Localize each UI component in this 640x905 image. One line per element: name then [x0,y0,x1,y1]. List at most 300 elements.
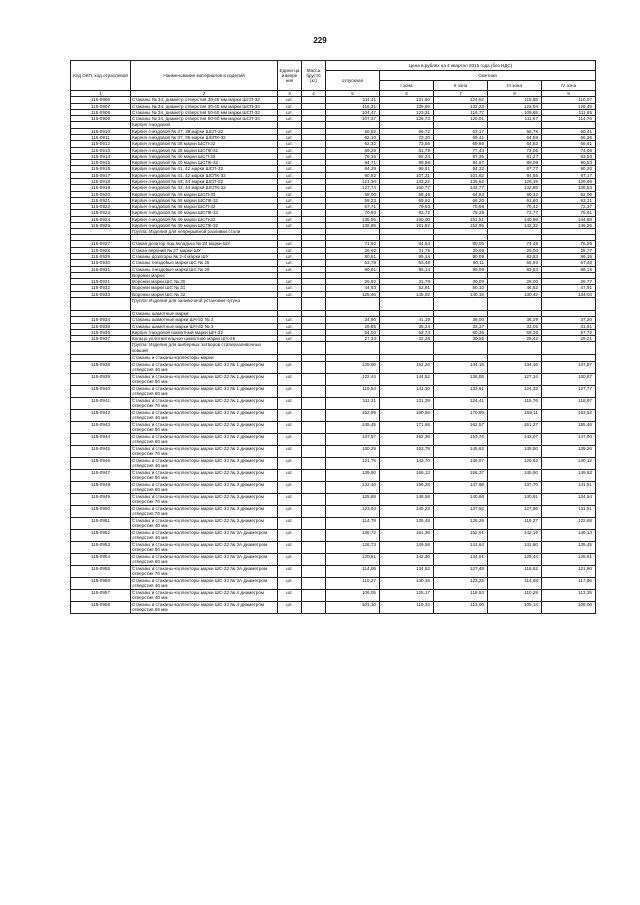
item-price: 105,14 [488,601,542,613]
item-price: 111,65 [542,109,596,115]
item-price: 162,57 [434,421,488,433]
table-row [71,433,596,445]
item-price: 137,57 [326,433,380,445]
header-zone-4: IV зона [542,81,596,91]
item-price: 142,19 [488,529,542,541]
item-price: 68,46 [380,191,434,197]
item-unit: шт. [278,153,302,159]
item-price: 124,41 [434,397,488,409]
group-empty-cell [434,298,488,311]
item-price: 160,00 [380,216,434,222]
item-unit: шт. [278,601,302,613]
item-price: 117,86 [542,577,596,589]
item-price: 101,10 [326,601,380,613]
group-empty-cell [326,298,380,311]
item-price: 123,04 [488,103,542,109]
item-name: Кирпич гнездовой № 45 марки ШСП-32 [131,191,278,197]
item-unit: шт. [278,397,302,409]
item-unit: шт. [278,385,302,397]
item-price: 75,68 [434,204,488,210]
item-unit: шт. [278,147,302,153]
item-price: 126,19 [488,178,542,184]
item-unit: шт. [278,109,302,115]
item-price: 79,93 [380,204,434,210]
item-price: 119,37 [488,517,542,529]
group-empty-cell [380,342,434,355]
item-price: 37,30 [542,317,596,323]
item-price: 56,52 [326,128,380,134]
table-row [71,577,596,589]
item-price: 132,40 [326,481,380,493]
item-price: 59,23 [326,197,380,203]
item-price: 78,15 [326,153,380,159]
item-price: 125,88 [326,493,380,505]
item-price: 34,90 [326,317,380,323]
item-price: 155,46 [542,421,596,433]
item-price: 111,41 [326,97,380,103]
item-name: Воронки марки ШС № 32 [131,291,278,297]
item-price: 139,90 [326,469,380,481]
table-row [71,361,596,373]
item-price: 94,67 [434,160,488,166]
item-code: 115-0941 [71,397,131,409]
item-code: 115-0913 [71,147,131,153]
item-price: 114,78 [326,517,380,529]
item-code: 115-0955 [71,565,131,577]
item-unit: шт. [278,529,302,541]
item-price: 73,77 [488,210,542,216]
item-price: 161,38 [380,529,434,541]
item-price: 129,00 [326,361,380,373]
item-mass [302,529,326,541]
item-name: Стаканы гнездовые марки ШС № 25 [131,260,278,266]
item-price: 141,10 [380,385,434,397]
group-code-cell [71,342,131,355]
item-price: 131,80 [488,541,542,553]
item-price: 30,55 [434,336,488,342]
item-price: 66,20 [434,197,488,203]
item-mass [302,397,326,409]
item-price: 123,25 [434,577,488,589]
item-price: 31,78 [380,279,434,285]
table-row [71,493,596,505]
header-zone-1: I зона [380,81,434,91]
group-empty-cell [434,342,488,355]
item-name: Стаканы гнездовые марки ШС № 29 [131,266,278,272]
item-name: Кирпич гнездовой № 37, 39 марки ШСП-32 [131,128,278,134]
item-unit: шт. [278,373,302,385]
header-code: Код ОКП, ход отраслевой [71,61,131,91]
item-price: 145,62 [434,445,488,457]
group-code-cell [71,298,131,311]
group-empty-cell [488,298,542,311]
group-empty-cell [488,342,542,355]
item-code: 115-0916 [71,166,131,172]
group-label: Группа: Изделия для заливочной установки чугуна [131,298,278,311]
group-label: Группа: Изделия для непрерывной разливки стали [131,229,278,235]
item-price: 113,00 [434,601,488,613]
item-unit: шт. [278,178,302,184]
item-price: 128,29 [434,517,488,529]
item-price: 87,35 [434,153,488,159]
item-price: 132,23 [434,103,488,109]
item-price: 80,61 [326,266,380,272]
item-name: Стаканы и стаканы-коллекторы марки ШС-32 № 1 диаметром отверстия 70 мм [131,397,278,409]
item-name: Стаканы № 34, диаметр отверстия 50-60 мм марки ШСП-34 [131,116,278,122]
item-unit: шт. [278,517,302,529]
item-code: 115-0949 [71,493,131,505]
item-code: 115-0950 [71,505,131,517]
item-mass [302,553,326,565]
item-price: 83,53 [542,153,596,159]
item-mass [302,565,326,577]
item-unit: шт. [278,254,302,260]
item-name: Стаканы шамотные марки ШЧ-32 № 2 [131,317,278,323]
item-unit: шт. [278,285,302,291]
item-unit: шт. [278,160,302,166]
item-price: 145,23 [380,505,434,517]
item-code: 115-0945 [71,445,131,457]
item-price: 130,15 [380,577,434,589]
item-code: 115-0940 [71,385,131,397]
item-price: 131,39 [380,397,434,409]
item-price: 39,00 [434,317,488,323]
item-mass [302,589,326,601]
page-number: 229 [313,36,327,45]
item-price: 52,91 [380,285,434,291]
item-price: 46,62 [488,285,542,291]
header-zone-3: III зона [488,81,542,91]
item-code: 115-0938 [71,361,131,373]
item-code: 115-0948 [71,481,131,493]
item-mass [302,421,326,433]
item-code: 115-0935 [71,323,131,329]
item-price: 27,33 [326,336,380,342]
table-row [71,541,596,553]
item-price: 142,32 [488,222,542,228]
item-price: 135,50 [488,445,542,457]
item-code: 115-0908 [71,109,131,115]
item-price: 61,60 [488,197,542,203]
item-price: 130,29 [326,445,380,457]
item-unit: шт. [278,565,302,577]
item-unit: шт. [278,433,302,445]
group-label: Стаканы шамотные марки: [131,311,278,317]
item-unit: шт. [278,329,302,335]
item-code: 115-0933 [71,291,131,297]
item-price: 60,32 [488,191,542,197]
item-price: 145,45 [326,421,380,433]
item-code: 115-0909 [71,116,131,122]
item-price: 66,36 [542,134,596,140]
item-price: 90,09 [434,254,488,260]
item-name: Стаканы и стаканы-коллекторы марки ШС-32 № 3 диаметром отверстия 40 мм [131,457,278,469]
item-price: 62,32 [326,141,380,147]
item-price: 140,98 [488,216,542,222]
item-price: 142,36 [380,553,434,565]
item-price: 130,42 [488,291,542,297]
item-name: Стаканы и стаканы-коллекторы марки ШС-32 № 4 диаметром отверстия 40 мм [131,589,278,601]
group-label: Воронки марки: [131,272,278,278]
item-price: 57,48 [542,260,596,266]
item-price: 180,58 [380,409,434,421]
table-row [71,517,596,529]
item-price: 126,73 [326,541,380,553]
item-unit: шт. [278,204,302,210]
item-name: Стаканы и стаканы-коллекторы марки ШС-32 № 3 диаметром отверстия 60 мм [131,481,278,493]
group-label: Кирпич гнездовой [131,122,278,128]
item-price: 124,52 [434,97,488,103]
item-price: 81,79 [380,147,434,153]
table-body [71,97,596,613]
item-price: 124,32 [488,385,542,397]
item-name: Стаканы и стаканы-коллекторы марки ШС-32 № 3А диаметром отверстия 40 мм [131,529,278,541]
item-price: 62,10 [326,134,380,140]
item-price: 134,16 [488,361,542,373]
item-price: 133,61 [434,385,488,397]
item-code: 115-0906 [71,97,131,103]
item-price: 107,31 [380,172,434,178]
item-code: 115-0917 [71,172,131,178]
item-price: 63,17 [434,128,488,134]
item-price: 126,45 [542,103,596,109]
item-mass [302,373,326,385]
item-price: 125,46 [326,291,380,297]
table-row [71,397,596,409]
item-price: 28,00 [488,279,542,285]
item-mass [302,433,326,445]
item-unit: шт. [278,247,302,253]
table-row [71,445,596,457]
item-price: 163,52 [542,409,596,421]
item-price: 137,52 [434,505,488,517]
item-price: 144,52 [380,373,434,385]
item-price: 73,30 [380,134,434,140]
item-name: Стаканы и стаканы-коллекторы марки ШС-32 № 3А диаметром отверстия 50 мм [131,541,278,553]
header-zone-2: II зона [434,81,488,91]
item-price: 110,07 [542,97,596,103]
item-price: 116,77 [434,109,488,115]
group-empty-cell [302,342,326,355]
header-unit: Едини ца измере ния [278,61,302,91]
item-price: 148,58 [380,493,434,505]
item-mass [302,493,326,505]
item-price: 125,44 [488,553,542,565]
item-name: Кирпич гнездовой № 37, 39 марки ШСПК-32 [131,134,278,140]
item-price: 119,54 [326,385,380,397]
item-name: Стаканы и стаканы-коллекторы марки ШС-32 № 4 диаметром отверстия 50 мм [131,601,278,613]
group-empty-cell [278,298,302,311]
item-price: 118,62 [488,565,542,577]
column-number: 4 [302,91,326,97]
item-price: 31,78 [380,247,434,253]
item-price: 159,11 [488,409,542,421]
item-price: 151,27 [488,421,542,433]
item-price: 26,92 [326,247,380,253]
item-code: 115-0929 [71,254,131,260]
item-price: 141,51 [542,481,596,493]
item-price: 67,71 [326,204,380,210]
item-price: 97,17 [542,172,596,178]
item-price: 120,61 [326,553,380,565]
item-price: 26,92 [326,279,380,285]
item-unit: шт. [278,291,302,297]
item-unit: шт. [278,97,302,103]
item-price: 60,11 [434,260,488,266]
item-code: 115-0911 [71,134,131,140]
item-mass [302,409,326,421]
item-price: 122,68 [542,517,596,529]
item-mass [302,505,326,517]
item-name: Стаканы и стаканы-коллекторы марки ШС-32 № 3А диаметром отверстия 40 мм [131,577,278,589]
item-price: 152,26 [380,361,434,373]
item-code: 115-0944 [71,433,131,445]
item-price: 136,72 [326,529,380,541]
item-name: Стаканы и стаканы-коллекторы марки ШС-32 № 1 диаметром отверстия 40 мм [131,361,278,373]
item-mass [302,577,326,589]
item-price: 171,68 [380,421,434,433]
item-price: 114,06 [326,565,380,577]
item-price: 151,51 [434,216,488,222]
item-price: 136,07 [434,457,488,469]
table-row [71,469,596,481]
item-price: 113,35 [542,589,596,601]
table-row [71,505,596,517]
item-unit: шт. [278,128,302,134]
item-unit: шт. [278,141,302,147]
item-mass [302,541,326,553]
item-price: 127,74 [326,185,380,191]
item-price: 99,61 [380,166,434,172]
item-price: 28,00 [488,247,542,253]
header-name: Наименование материалов и изделий [131,61,278,91]
column-number: 6 [380,91,434,97]
item-price: 144,88 [542,216,596,222]
item-name: Кирпич гнездовой № 40 марки ШСП-32 [131,153,278,159]
item-code: 115-0919 [71,185,131,191]
item-price: 132,85 [488,185,542,191]
item-name: Стакан верхний № 27 марки ШУ [131,247,278,253]
item-price: 64,83 [434,191,488,197]
item-unit: шт. [278,589,302,601]
item-price: 94,32 [434,166,488,172]
item-name: Стаканы шамотные марки ШЧ-32 № 3 [131,323,278,329]
item-price: 69,92 [380,197,434,203]
item-price: 136,53 [542,185,596,191]
item-unit: шт. [278,553,302,565]
item-code: 115-0925 [71,222,131,228]
group-empty-cell [542,298,596,311]
item-unit: шт. [278,493,302,505]
column-number: 1 [71,91,131,97]
item-price: 64,82 [488,141,542,147]
item-price: 108,65 [488,109,542,115]
item-unit: шт. [278,336,302,342]
item-price: 152,99 [326,409,380,421]
item-price: 152,95 [434,222,488,228]
item-code: 115-0930 [71,260,131,266]
item-price: 104,47 [326,109,380,115]
item-price: 128,91 [542,553,596,565]
item-name: Стаканы и стаканы-коллекторы марки ШС-32 № 1 диаметром отверстия 60 мм [131,385,278,397]
item-price: 149,53 [542,469,596,481]
item-price: 74,48 [488,241,542,247]
item-price: 118,97 [542,397,596,409]
item-price: 70,93 [326,210,380,216]
item-code: 115-0931 [71,266,131,272]
item-price: 130,91 [488,493,542,505]
table-row [71,529,596,541]
item-code: 115-0920 [71,191,131,197]
item-name: Стаканы дозаторы № 2-4 марки ШУ [131,254,278,260]
item-price: 131,50 [380,97,434,103]
item-price: 64,59 [488,134,542,140]
item-price: 84,39 [326,166,380,172]
item-name: Кирпич гнездовой № 45 марки ШСПК-32 [131,197,278,203]
item-code: 115-0931 [71,279,131,285]
table-row [71,481,596,493]
item-price: 127,96 [488,505,542,517]
item-price: 140,69 [434,493,488,505]
item-unit: шт. [278,197,302,203]
item-price: 72,37 [542,204,596,210]
item-name: Стаканы и стаканы-коллекторы марки ШС-32 № 2 диаметром отверстия 40 мм [131,409,278,421]
item-price: 32,26 [380,336,434,342]
item-price: 123,04 [326,505,380,517]
item-code: 115-0953 [71,541,131,553]
table-row [71,409,596,421]
item-price: 50,10 [434,285,488,291]
table-row [71,373,596,385]
item-code: 115-0915 [71,160,131,166]
item-price: 135,48 [380,517,434,529]
item-unit: шт. [278,361,302,373]
item-name: Кирпич гнездовой № 49 марки ШСП-32 [131,216,278,222]
item-mass [302,601,326,613]
item-unit: шт. [278,222,302,228]
item-code: 115-0932 [71,285,131,291]
item-price: 31,05 [488,323,542,329]
item-name: Стаканы № 34, диаметр отверстия 30-45 мм марки ШСП-32 [131,97,278,103]
item-name: Кирпич гнездовой № 38 марки ШСП-32 [131,141,278,147]
item-price: 137,70 [488,481,542,493]
item-price: 145,50 [488,469,542,481]
item-unit: шт. [278,323,302,329]
item-code: 115-0957 [71,589,131,601]
item-price: 140,19 [434,291,488,297]
item-code: 115-0914 [71,153,131,159]
item-price: 134,54 [542,493,596,505]
item-price: 134,62 [380,565,434,577]
item-price: 58,00 [326,191,380,197]
item-unit: шт. [278,241,302,247]
item-price: 60,41 [542,128,596,134]
item-price: 110,27 [326,577,380,589]
item-unit: шт. [278,409,302,421]
item-price: 63,74 [380,329,434,335]
item-price: 90,92 [326,172,380,178]
item-price: 69,41 [434,134,488,140]
item-unit: шт. [278,172,302,178]
item-name: Стаканы и стаканы-коллекторы марки ШС-32 № 3А диаметром отверстия 70 мм [131,565,278,577]
item-name: Стаканы № 34, диаметр отверстия 30-45 мм марки ШСП-34 [131,103,278,109]
item-unit: шт. [278,481,302,493]
item-unit: шт. [278,103,302,109]
item-price: 114,68 [488,577,542,589]
item-code: 115-0922 [71,204,131,210]
item-price: 58,78 [488,128,542,134]
item-unit: шт. [278,469,302,481]
